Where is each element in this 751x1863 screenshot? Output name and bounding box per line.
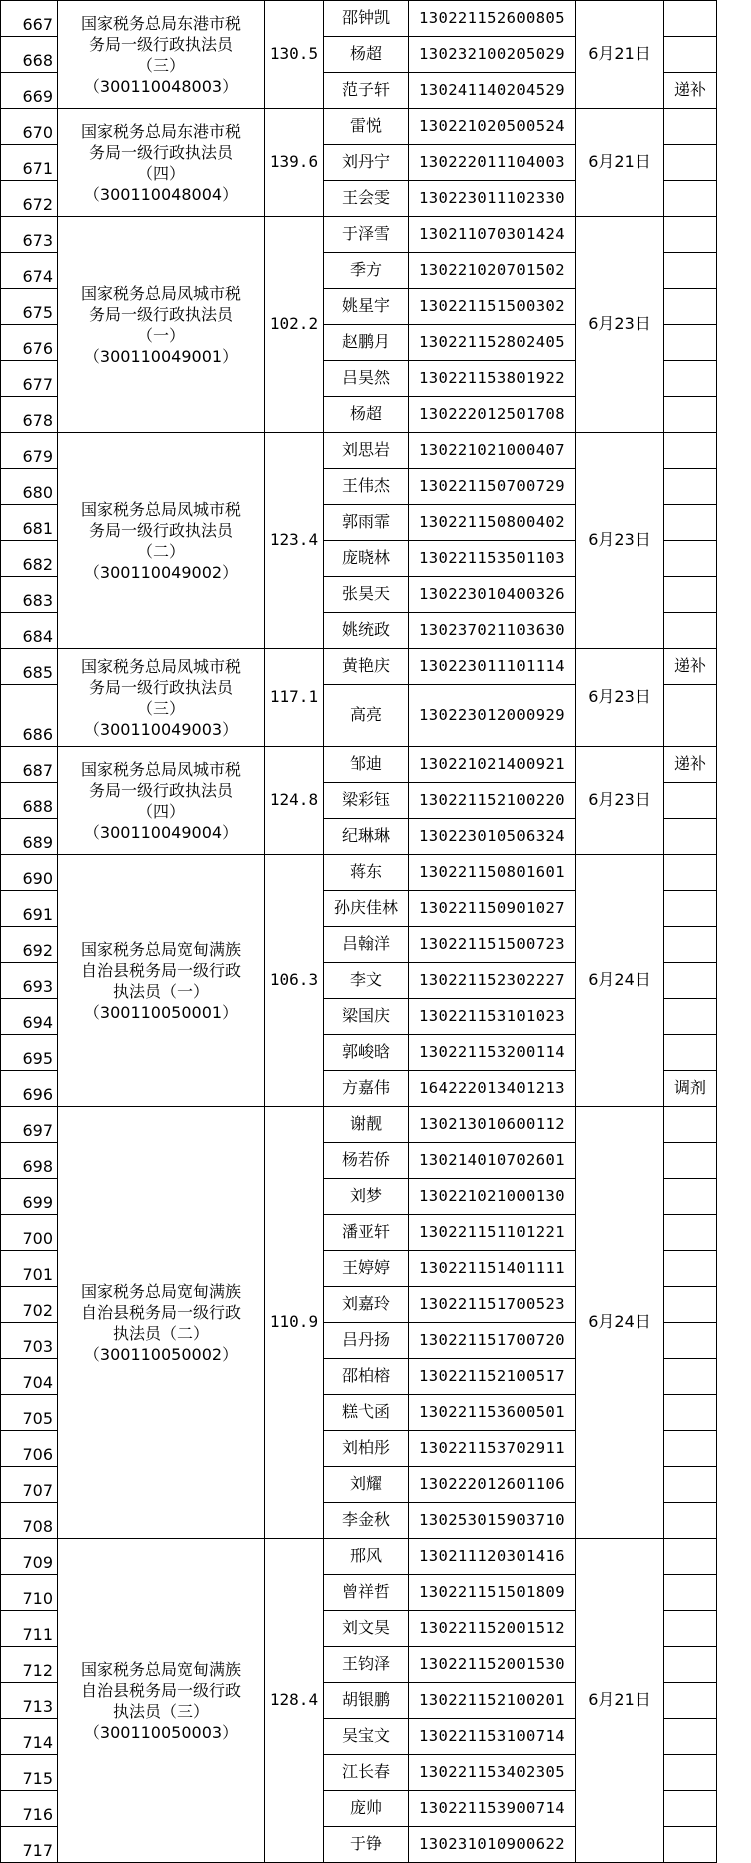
exam-id-cell: 130213010600112 [409, 1107, 576, 1143]
note-cell [664, 1791, 717, 1827]
exam-id-cell: 130223011102330 [409, 181, 576, 217]
name-cell: 黄艳庆 [324, 649, 409, 685]
exam-id-cell: 130231010900622 [409, 1827, 576, 1863]
exam-id-cell: 130221152001530 [409, 1647, 576, 1683]
position-line: 国家税务总局宽甸满族 [80, 1281, 241, 1301]
date-cell: 6月24日 [576, 1107, 664, 1539]
seq-cell: 684 [1, 613, 58, 649]
seq-cell: 698 [1, 1143, 58, 1179]
note-cell: 递补 [664, 747, 717, 783]
seq-cell: 679 [1, 433, 58, 469]
table-row [1, 1, 717, 37]
note-cell [664, 253, 717, 289]
name-cell: 梁彩钰 [324, 783, 409, 819]
name-cell: 高亮 [324, 685, 409, 747]
seq-cell: 686 [1, 685, 58, 747]
exam-id-cell: 130221020701502 [409, 253, 576, 289]
name-cell: 邢风 [324, 1539, 409, 1575]
position-cell [58, 855, 265, 1107]
note-cell [664, 1287, 717, 1323]
exam-id-cell: 130223011101114 [409, 649, 576, 685]
note-cell: 递补 [664, 73, 717, 109]
name-cell: 方嘉伟 [324, 1071, 409, 1107]
note-cell [664, 1611, 717, 1647]
score-cell: 117.1 [265, 649, 324, 747]
position-line: 务局一级行政执法员 [88, 142, 233, 162]
note-cell [664, 855, 717, 891]
position-line: （300110049002） [83, 562, 239, 582]
exam-id-cell: 130221153501103 [409, 541, 576, 577]
seq-cell: 716 [1, 1791, 58, 1827]
note-cell [664, 541, 717, 577]
position-line: 国家税务总局宽甸满族 [80, 939, 241, 959]
name-cell: 吕丹扬 [324, 1323, 409, 1359]
note-cell [664, 1179, 717, 1215]
position-line: 国家税务总局凤城市税 [80, 499, 241, 519]
note-cell [664, 1215, 717, 1251]
table-row [1, 649, 717, 685]
note-cell [664, 1503, 717, 1539]
exam-id-cell: 130223010506324 [409, 819, 576, 855]
score-cell: 106.3 [265, 855, 324, 1107]
seq-cell: 687 [1, 747, 58, 783]
position-line: 自治县税务局一级行政 [80, 1680, 241, 1700]
name-cell: 王会雯 [324, 181, 409, 217]
note-cell [664, 1107, 717, 1143]
seq-cell: 691 [1, 891, 58, 927]
seq-cell: 706 [1, 1431, 58, 1467]
note-cell [664, 37, 717, 73]
table-row [1, 109, 717, 145]
note-cell: 递补 [664, 649, 717, 685]
seq-cell: 674 [1, 253, 58, 289]
seq-cell: 670 [1, 109, 58, 145]
seq-cell: 672 [1, 181, 58, 217]
position-line: （300110050001） [83, 1002, 239, 1022]
note-cell [664, 1827, 717, 1863]
note-cell [664, 613, 717, 649]
position-line: 国家税务总局东港市税 [80, 121, 241, 141]
position-line: 务局一级行政执法员 [88, 677, 233, 697]
name-cell: 刘丹宁 [324, 145, 409, 181]
seq-cell: 690 [1, 855, 58, 891]
exam-id-cell: 130221153101023 [409, 999, 576, 1035]
note-cell [664, 685, 717, 747]
position-line: （300110049004） [83, 822, 239, 842]
exam-id-cell: 130222012601106 [409, 1467, 576, 1503]
position-line: （300110048004） [83, 184, 239, 204]
date-cell: 6月23日 [576, 747, 664, 855]
note-cell [664, 289, 717, 325]
note-cell [664, 577, 717, 613]
exam-id-cell: 130221153900714 [409, 1791, 576, 1827]
name-cell: 于铮 [324, 1827, 409, 1863]
seq-cell: 675 [1, 289, 58, 325]
note-cell [664, 1251, 717, 1287]
exam-id-cell: 130222012501708 [409, 397, 576, 433]
note-cell [664, 1683, 717, 1719]
name-cell: 雷悦 [324, 109, 409, 145]
exam-id-cell: 130221021000130 [409, 1179, 576, 1215]
seq-cell: 677 [1, 361, 58, 397]
name-cell: 曾祥哲 [324, 1575, 409, 1611]
note-cell [664, 1035, 717, 1071]
note-cell [664, 433, 717, 469]
exam-id-cell: 130221020500524 [409, 109, 576, 145]
position-line: （300110048003） [83, 76, 239, 96]
note-cell [664, 963, 717, 999]
score-cell: 128.4 [265, 1539, 324, 1863]
exam-id-cell: 130221153200114 [409, 1035, 576, 1071]
note-cell [664, 1143, 717, 1179]
seq-cell: 682 [1, 541, 58, 577]
position-line: （二） [136, 541, 185, 561]
name-cell: 邹迪 [324, 747, 409, 783]
position-line: 国家税务总局东港市税 [80, 13, 241, 33]
seq-cell: 699 [1, 1179, 58, 1215]
score-cell: 139.6 [265, 109, 324, 217]
note-cell [664, 1539, 717, 1575]
name-cell: 王钧泽 [324, 1647, 409, 1683]
seq-cell: 681 [1, 505, 58, 541]
note-cell [664, 1647, 717, 1683]
position-line: （300110050003） [83, 1722, 239, 1742]
note-cell [664, 325, 717, 361]
name-cell: 刘嘉玲 [324, 1287, 409, 1323]
name-cell: 庞帅 [324, 1791, 409, 1827]
exam-id-cell: 130253015903710 [409, 1503, 576, 1539]
exam-id-cell: 130221153702911 [409, 1431, 576, 1467]
seq-cell: 696 [1, 1071, 58, 1107]
position-line: 务局一级行政执法员 [88, 780, 233, 800]
name-cell: 吴宝文 [324, 1719, 409, 1755]
note-cell [664, 1, 717, 37]
name-cell: 于泽雪 [324, 217, 409, 253]
seq-cell: 707 [1, 1467, 58, 1503]
exam-id-cell: 130223012000929 [409, 685, 576, 747]
seq-cell: 704 [1, 1359, 58, 1395]
table-row [1, 1107, 717, 1143]
score-cell: 123.4 [265, 433, 324, 649]
note-cell [664, 1719, 717, 1755]
score-cell: 130.5 [265, 1, 324, 109]
score-cell: 110.9 [265, 1107, 324, 1539]
position-cell [58, 649, 265, 747]
date-cell: 6月21日 [576, 109, 664, 217]
position-line: 执法员（二） [112, 1323, 209, 1343]
seq-cell: 689 [1, 819, 58, 855]
exam-id-cell: 130221150901027 [409, 891, 576, 927]
exam-id-cell: 130237021103630 [409, 613, 576, 649]
date-cell: 6月23日 [576, 649, 664, 747]
name-cell: 季方 [324, 253, 409, 289]
name-cell: 糕弋函 [324, 1395, 409, 1431]
position-line: （四） [136, 163, 185, 183]
exam-id-cell: 130232100205029 [409, 37, 576, 73]
position-line: （300110049001） [83, 346, 239, 366]
note-cell: 调剂 [664, 1071, 717, 1107]
name-cell: 姚统政 [324, 613, 409, 649]
exam-id-cell: 130221151700720 [409, 1323, 576, 1359]
seq-cell: 671 [1, 145, 58, 181]
name-cell: 姚星宇 [324, 289, 409, 325]
seq-cell: 667 [1, 1, 58, 37]
seq-cell: 694 [1, 999, 58, 1035]
name-cell: 庞晓林 [324, 541, 409, 577]
exam-id-cell: 130211120301416 [409, 1539, 576, 1575]
table-row [1, 1539, 717, 1575]
note-cell [664, 469, 717, 505]
note-cell [664, 891, 717, 927]
name-cell: 刘耀 [324, 1467, 409, 1503]
exam-id-cell: 130221152600805 [409, 1, 576, 37]
position-cell [58, 109, 265, 217]
date-cell: 6月24日 [576, 855, 664, 1107]
exam-id-cell: 130221151500302 [409, 289, 576, 325]
note-cell [664, 1431, 717, 1467]
date-cell: 6月21日 [576, 1, 664, 109]
exam-id-cell: 130211070301424 [409, 217, 576, 253]
position-cell [58, 1, 265, 109]
name-cell: 刘柏彤 [324, 1431, 409, 1467]
note-cell [664, 505, 717, 541]
seq-cell: 714 [1, 1719, 58, 1755]
exam-id-cell: 130221152100220 [409, 783, 576, 819]
exam-id-cell: 164222013401213 [409, 1071, 576, 1107]
name-cell: 纪琳琳 [324, 819, 409, 855]
note-cell [664, 783, 717, 819]
note-cell [664, 1395, 717, 1431]
name-cell: 王伟杰 [324, 469, 409, 505]
name-cell: 杨若侨 [324, 1143, 409, 1179]
name-cell: 范子轩 [324, 73, 409, 109]
seq-cell: 676 [1, 325, 58, 361]
seq-cell: 709 [1, 1539, 58, 1575]
name-cell: 郭雨霏 [324, 505, 409, 541]
note-cell [664, 109, 717, 145]
seq-cell: 702 [1, 1287, 58, 1323]
position-cell [58, 1107, 265, 1539]
position-line: 执法员（一） [112, 981, 209, 1001]
table-row [1, 217, 717, 253]
name-cell: 杨超 [324, 37, 409, 73]
seq-cell: 711 [1, 1611, 58, 1647]
note-cell [664, 361, 717, 397]
date-cell: 6月21日 [576, 1539, 664, 1863]
position-cell [58, 433, 265, 649]
name-cell: 吕昊然 [324, 361, 409, 397]
exam-id-cell: 130221153801922 [409, 361, 576, 397]
position-line: 执法员（三） [112, 1701, 209, 1721]
name-cell: 邵钟凯 [324, 1, 409, 37]
seq-cell: 708 [1, 1503, 58, 1539]
seq-cell: 693 [1, 963, 58, 999]
exam-id-cell: 130221150800402 [409, 505, 576, 541]
position-line: 务局一级行政执法员 [88, 304, 233, 324]
exam-id-cell: 130221152100517 [409, 1359, 576, 1395]
name-cell: 赵鹏月 [324, 325, 409, 361]
seq-cell: 717 [1, 1827, 58, 1863]
seq-cell: 668 [1, 37, 58, 73]
note-cell [664, 145, 717, 181]
note-cell [664, 217, 717, 253]
seq-cell: 703 [1, 1323, 58, 1359]
table-row [1, 433, 717, 469]
seq-cell: 695 [1, 1035, 58, 1071]
name-cell: 刘梦 [324, 1179, 409, 1215]
position-line: 务局一级行政执法员 [88, 520, 233, 540]
position-line: 国家税务总局宽甸满族 [80, 1659, 241, 1679]
exam-id-cell: 130221021400921 [409, 747, 576, 783]
exam-id-cell: 130221152001512 [409, 1611, 576, 1647]
name-cell: 郭峻晗 [324, 1035, 409, 1071]
position-line: （三） [136, 55, 185, 75]
seq-cell: 715 [1, 1755, 58, 1791]
seq-cell: 712 [1, 1647, 58, 1683]
table-row [1, 747, 717, 783]
note-cell [664, 1575, 717, 1611]
note-cell [664, 999, 717, 1035]
exam-id-cell: 130221150801601 [409, 855, 576, 891]
seq-cell: 678 [1, 397, 58, 433]
table-row [1, 855, 717, 891]
position-line: 国家税务总局凤城市税 [80, 656, 241, 676]
date-cell: 6月23日 [576, 433, 664, 649]
note-cell [664, 927, 717, 963]
exam-id-cell: 130221152802405 [409, 325, 576, 361]
name-cell: 张昊天 [324, 577, 409, 613]
exam-id-cell: 130222011104003 [409, 145, 576, 181]
exam-id-cell: 130221151101221 [409, 1215, 576, 1251]
position-line: （四） [136, 801, 185, 821]
position-line: （一） [136, 325, 185, 345]
name-cell: 杨超 [324, 397, 409, 433]
seq-cell: 688 [1, 783, 58, 819]
date-cell: 6月23日 [576, 217, 664, 433]
position-line: 国家税务总局凤城市税 [80, 283, 241, 303]
name-cell: 李文 [324, 963, 409, 999]
name-cell: 刘文昊 [324, 1611, 409, 1647]
name-cell: 王婷婷 [324, 1251, 409, 1287]
position-line: 自治县税务局一级行政 [80, 960, 241, 980]
name-cell: 胡银鹏 [324, 1683, 409, 1719]
note-cell [664, 397, 717, 433]
name-cell: 谢靓 [324, 1107, 409, 1143]
exam-id-cell: 130221151501809 [409, 1575, 576, 1611]
name-cell: 邵柏榕 [324, 1359, 409, 1395]
name-cell: 梁国庆 [324, 999, 409, 1035]
position-line: 自治县税务局一级行政 [80, 1302, 241, 1322]
seq-cell: 683 [1, 577, 58, 613]
note-cell [664, 1467, 717, 1503]
seq-cell: 673 [1, 217, 58, 253]
exam-id-cell: 130221150700729 [409, 469, 576, 505]
exam-id-cell: 130223010400326 [409, 577, 576, 613]
position-line: （300110049003） [83, 719, 239, 739]
exam-id-cell: 130221153100714 [409, 1719, 576, 1755]
exam-id-cell: 130241140204529 [409, 73, 576, 109]
score-cell: 102.2 [265, 217, 324, 433]
exam-id-cell: 130221151700523 [409, 1287, 576, 1323]
position-line: （三） [136, 698, 185, 718]
name-cell: 刘思岩 [324, 433, 409, 469]
exam-id-cell: 130221151401111 [409, 1251, 576, 1287]
seq-cell: 692 [1, 927, 58, 963]
position-line: 务局一级行政执法员 [88, 34, 233, 54]
exam-id-cell: 130221153600501 [409, 1395, 576, 1431]
exam-id-cell: 130221152302227 [409, 963, 576, 999]
seq-cell: 697 [1, 1107, 58, 1143]
position-cell [58, 1539, 265, 1863]
name-cell: 孙庆佳林 [324, 891, 409, 927]
name-cell: 吕翰洋 [324, 927, 409, 963]
seq-cell: 700 [1, 1215, 58, 1251]
exam-id-cell: 130221153402305 [409, 1755, 576, 1791]
name-cell: 蒋东 [324, 855, 409, 891]
exam-id-cell: 130221152100201 [409, 1683, 576, 1719]
position-cell [58, 217, 265, 433]
exam-id-cell: 130221151500723 [409, 927, 576, 963]
seq-cell: 669 [1, 73, 58, 109]
exam-id-cell: 130221021000407 [409, 433, 576, 469]
position-line: （300110050002） [83, 1344, 239, 1364]
note-cell [664, 181, 717, 217]
seq-cell: 680 [1, 469, 58, 505]
seq-cell: 710 [1, 1575, 58, 1611]
name-cell: 潘亚轩 [324, 1215, 409, 1251]
score-cell: 124.8 [265, 747, 324, 855]
note-cell [664, 1359, 717, 1395]
exam-id-cell: 130214010702601 [409, 1143, 576, 1179]
seq-cell: 713 [1, 1683, 58, 1719]
seq-cell: 705 [1, 1395, 58, 1431]
position-cell [58, 747, 265, 855]
note-cell [664, 819, 717, 855]
name-cell: 江长春 [324, 1755, 409, 1791]
name-cell: 李金秋 [324, 1503, 409, 1539]
position-line: 国家税务总局凤城市税 [80, 759, 241, 779]
seq-cell: 685 [1, 649, 58, 685]
note-cell [664, 1755, 717, 1791]
seq-cell: 701 [1, 1251, 58, 1287]
note-cell [664, 1323, 717, 1359]
